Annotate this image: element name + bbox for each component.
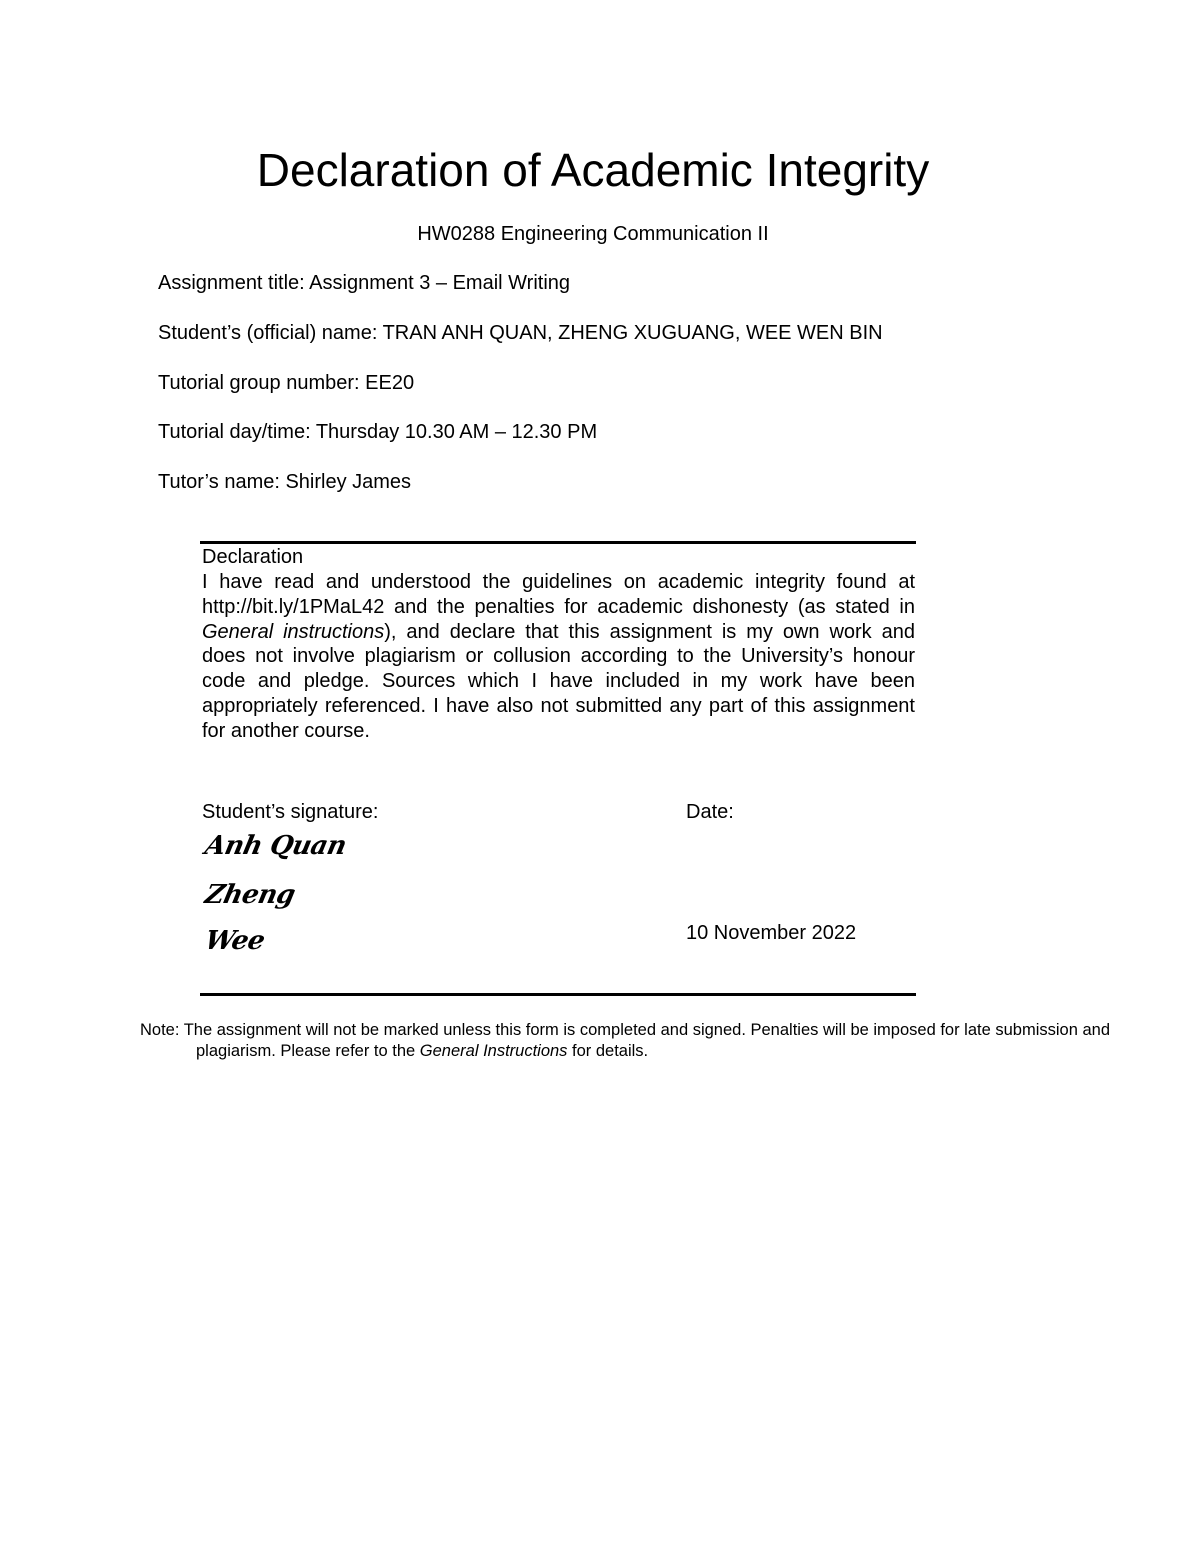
date-label: Date: — [686, 801, 734, 823]
course-name: HW0288 Engineering Communication II — [417, 223, 769, 245]
tutorial-daytime-field: Tutorial day/time: Thursday 10.30 AM – 12.30 PM — [158, 421, 598, 443]
declaration-heading: Declaration — [202, 546, 304, 568]
note-text-part1: Note: The assignment will not be marked unless this form is completed and signed. Penalties will be imposed for late submission and plagiarism. Please refer to the — [140, 1021, 1111, 1060]
declaration-text-part2: ), and declare that this assignment is my own work and does not involve plagiarism or collusion according to the University’s honour code and pledge. Sources which I have included in my work have been appropriately referenced. I have also not submitted any part of this assignment for another course. — [202, 620, 915, 742]
declaration-bottom-rule — [200, 993, 916, 996]
declaration-body — [202, 570, 915, 744]
note-text-part2: for details. — [567, 1042, 649, 1060]
tutorial-group-field: Tutorial group number: EE20 — [158, 372, 415, 394]
declaration-text-part1: I have read and understood the guidelines on academic integrity found at http://bit.ly/1PMaL42 and the penalties for academic dishonesty (as stated in — [202, 571, 915, 618]
footer-note — [140, 1020, 1126, 1062]
tutor-name-field: Tutor’s name: Shirley James — [158, 471, 412, 493]
declaration-top-rule — [200, 541, 916, 544]
signature-wee: Wee — [202, 926, 268, 956]
signature-label: Student’s signature: — [202, 801, 379, 823]
signature-anh-quan: Anh Quan — [202, 831, 349, 861]
student-name-field: Student’s (official) name: TRAN ANH QUAN, ZHENG XUGUANG, WEE WEN BIN — [158, 322, 883, 344]
signature-zheng: Zheng — [202, 880, 298, 910]
document-title: Declaration of Academic Integrity — [256, 144, 930, 196]
date-value: 10 November 2022 — [686, 922, 857, 944]
declaration-text-italic: General instructions — [202, 620, 385, 643]
note-text-italic: General Instructions — [419, 1042, 568, 1060]
assignment-title-field: Assignment title: Assignment 3 – Email Writing — [158, 272, 571, 294]
